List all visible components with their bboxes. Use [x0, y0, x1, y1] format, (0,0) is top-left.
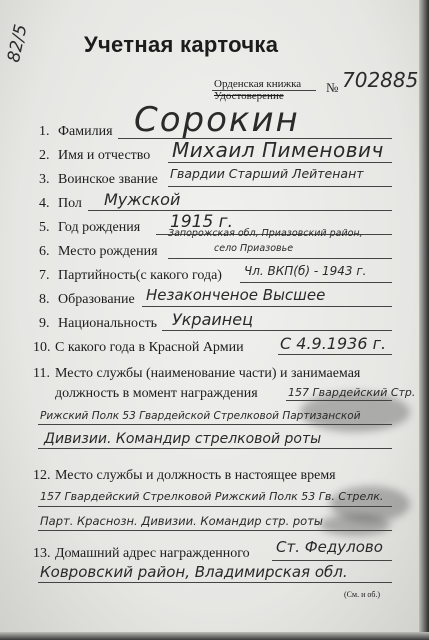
field-4-label: Пол — [58, 196, 82, 211]
sex-value: Мужской — [104, 190, 181, 209]
nationality-value: Украинец — [172, 310, 253, 329]
birth-year-value: 1915 г. — [170, 212, 234, 232]
field-1-number: 1. — [39, 124, 50, 139]
field-3-number: 3. — [39, 172, 50, 187]
field-13-number: 13. — [33, 546, 51, 561]
field-3-label: Воинское звание — [58, 172, 158, 187]
field-8-number: 8. — [39, 292, 50, 307]
field-12-label: Место службы и должность в настоящее время — [55, 468, 336, 483]
field-9-number: 9. — [39, 316, 50, 331]
birthplace-value-line1: Запорожская обл, Приазовский район, — [168, 228, 363, 239]
service-place-award-line3: Дивизии. Командир стрелковой роты — [44, 431, 322, 447]
surname-value: Сорокин — [134, 100, 300, 140]
military-rank-value: Гвардии Старший Лейтенант — [170, 166, 364, 181]
field-13-label: Домашний адрес награжденного — [55, 546, 250, 561]
field-7-number: 7. — [39, 268, 50, 283]
birthplace-value-line2: село Приазовье — [214, 243, 294, 254]
field-6-number: 6. — [39, 244, 50, 259]
field-11-label-line1: Место службы (наименование части) и занимаемая — [55, 366, 361, 381]
field-9-label: Национальность — [58, 316, 158, 331]
number-prefix: № — [326, 80, 339, 95]
field-2-number: 2. — [39, 148, 50, 163]
page-edge-bottom — [0, 632, 429, 640]
footer-note: (См. и об.) — [344, 590, 381, 599]
card-number: 702885 — [342, 68, 419, 92]
field-10-number: 10. — [33, 340, 51, 355]
certificate-label: Удостоверение — [214, 90, 284, 102]
army-since-value: С 4.9.1936 г. — [280, 334, 387, 353]
field-5-label: Год рождения — [58, 220, 141, 235]
service-place-award-line2: Рижский Полк 53 Гвардейской Стрелковой Партизанской — [40, 410, 361, 422]
ink-smudge — [320, 514, 390, 536]
page-edge-right — [419, 0, 429, 640]
field-6-label: Место рождения — [58, 244, 158, 259]
current-service-line2: Парт. Краснозн. Дивизии. Командир стр. роты — [40, 514, 323, 528]
field-8-label: Образование — [58, 292, 135, 307]
field-10-label: С какого года в Красной Армии — [55, 340, 244, 355]
field-11-number: 11. — [33, 366, 50, 381]
field-11-label-line2: должность в момент награждения — [55, 386, 258, 401]
education-value: Незаконченое Высшее — [146, 286, 326, 304]
service-place-award-line1: 157 Гвардейский Стр. — [288, 386, 416, 399]
field-7-label: Партийность(с какого года) — [58, 268, 222, 283]
field-4-number: 4. — [39, 196, 50, 211]
current-service-line1: 157 Гвардейский Стрелковой Рижский Полк 53 Гв. Стрелк. — [40, 490, 384, 503]
party-membership-value: Чл. ВКП(б) - 1943 г. — [244, 264, 367, 278]
order-book-label: Орденская книжка — [214, 78, 302, 90]
card-title: Учетная карточка — [84, 32, 279, 57]
corner-archive-number: 82/5 — [4, 22, 32, 65]
field-1-label: Фамилия — [58, 124, 113, 139]
field-5-number: 5. — [39, 220, 50, 235]
field-2-label: Имя и отчество — [58, 148, 151, 163]
home-address-line1: Ст. Федулово — [276, 538, 383, 556]
name-patronymic-value: Михаил Пименович — [172, 138, 384, 162]
home-address-line2: Ковровский район, Владимирская обл. — [40, 563, 348, 581]
field-12-number: 12. — [33, 468, 51, 483]
